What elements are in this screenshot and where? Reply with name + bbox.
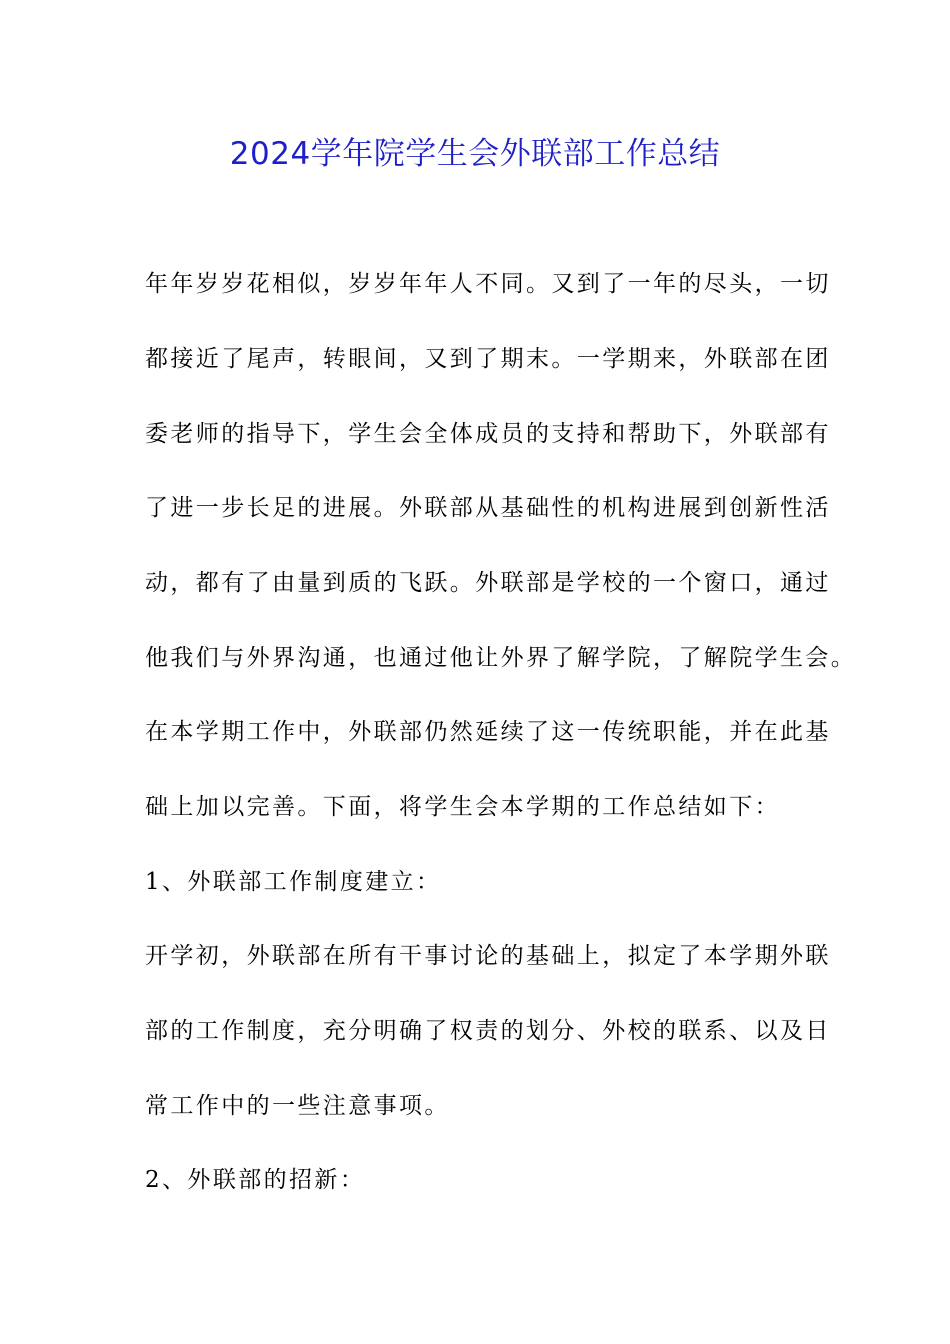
paragraph-line: 常工作中的一些注意事项。 <box>145 1093 450 1119</box>
paragraph-line: 在本学期工作中，外联部仍然延续了这一传统职能，并在此基 <box>145 719 831 745</box>
paragraph-line: 都接近了尾声，转眼间，又到了期末。一学期来，外联部在团 <box>145 346 831 372</box>
paragraph-line: 动，都有了由量到质的飞跃。外联部是学校的一个窗口，通过 <box>145 570 831 596</box>
section-heading: 2、外联部的招新： <box>145 1167 366 1193</box>
document-title: 2024学年院学生会外联部工作总结 <box>229 136 721 172</box>
paragraph-line: 开学初，外联部在所有干事讨论的基础上，拟定了本学期外联 <box>145 943 831 969</box>
paragraph-line: 部的工作制度，充分明确了权责的划分、外校的联系、以及日 <box>145 1018 831 1044</box>
paragraph-line: 础上加以完善。下面，将学生会本学期的工作总结如下： <box>145 794 780 820</box>
paragraph-line: 他我们与外界沟通，也通过他让外界了解学院，了解院学生会。 <box>145 645 857 671</box>
paragraph-line: 年年岁岁花相似，岁岁年年人不同。又到了一年的尽头，一切 <box>145 271 831 297</box>
paragraph-line: 了进一步长足的进展。外联部从基础性的机构进展到创新性活 <box>145 495 831 521</box>
section-heading: 1、外联部工作制度建立： <box>145 869 442 895</box>
paragraph-line: 委老师的指导下，学生会全体成员的支持和帮助下，外联部有 <box>145 421 831 447</box>
